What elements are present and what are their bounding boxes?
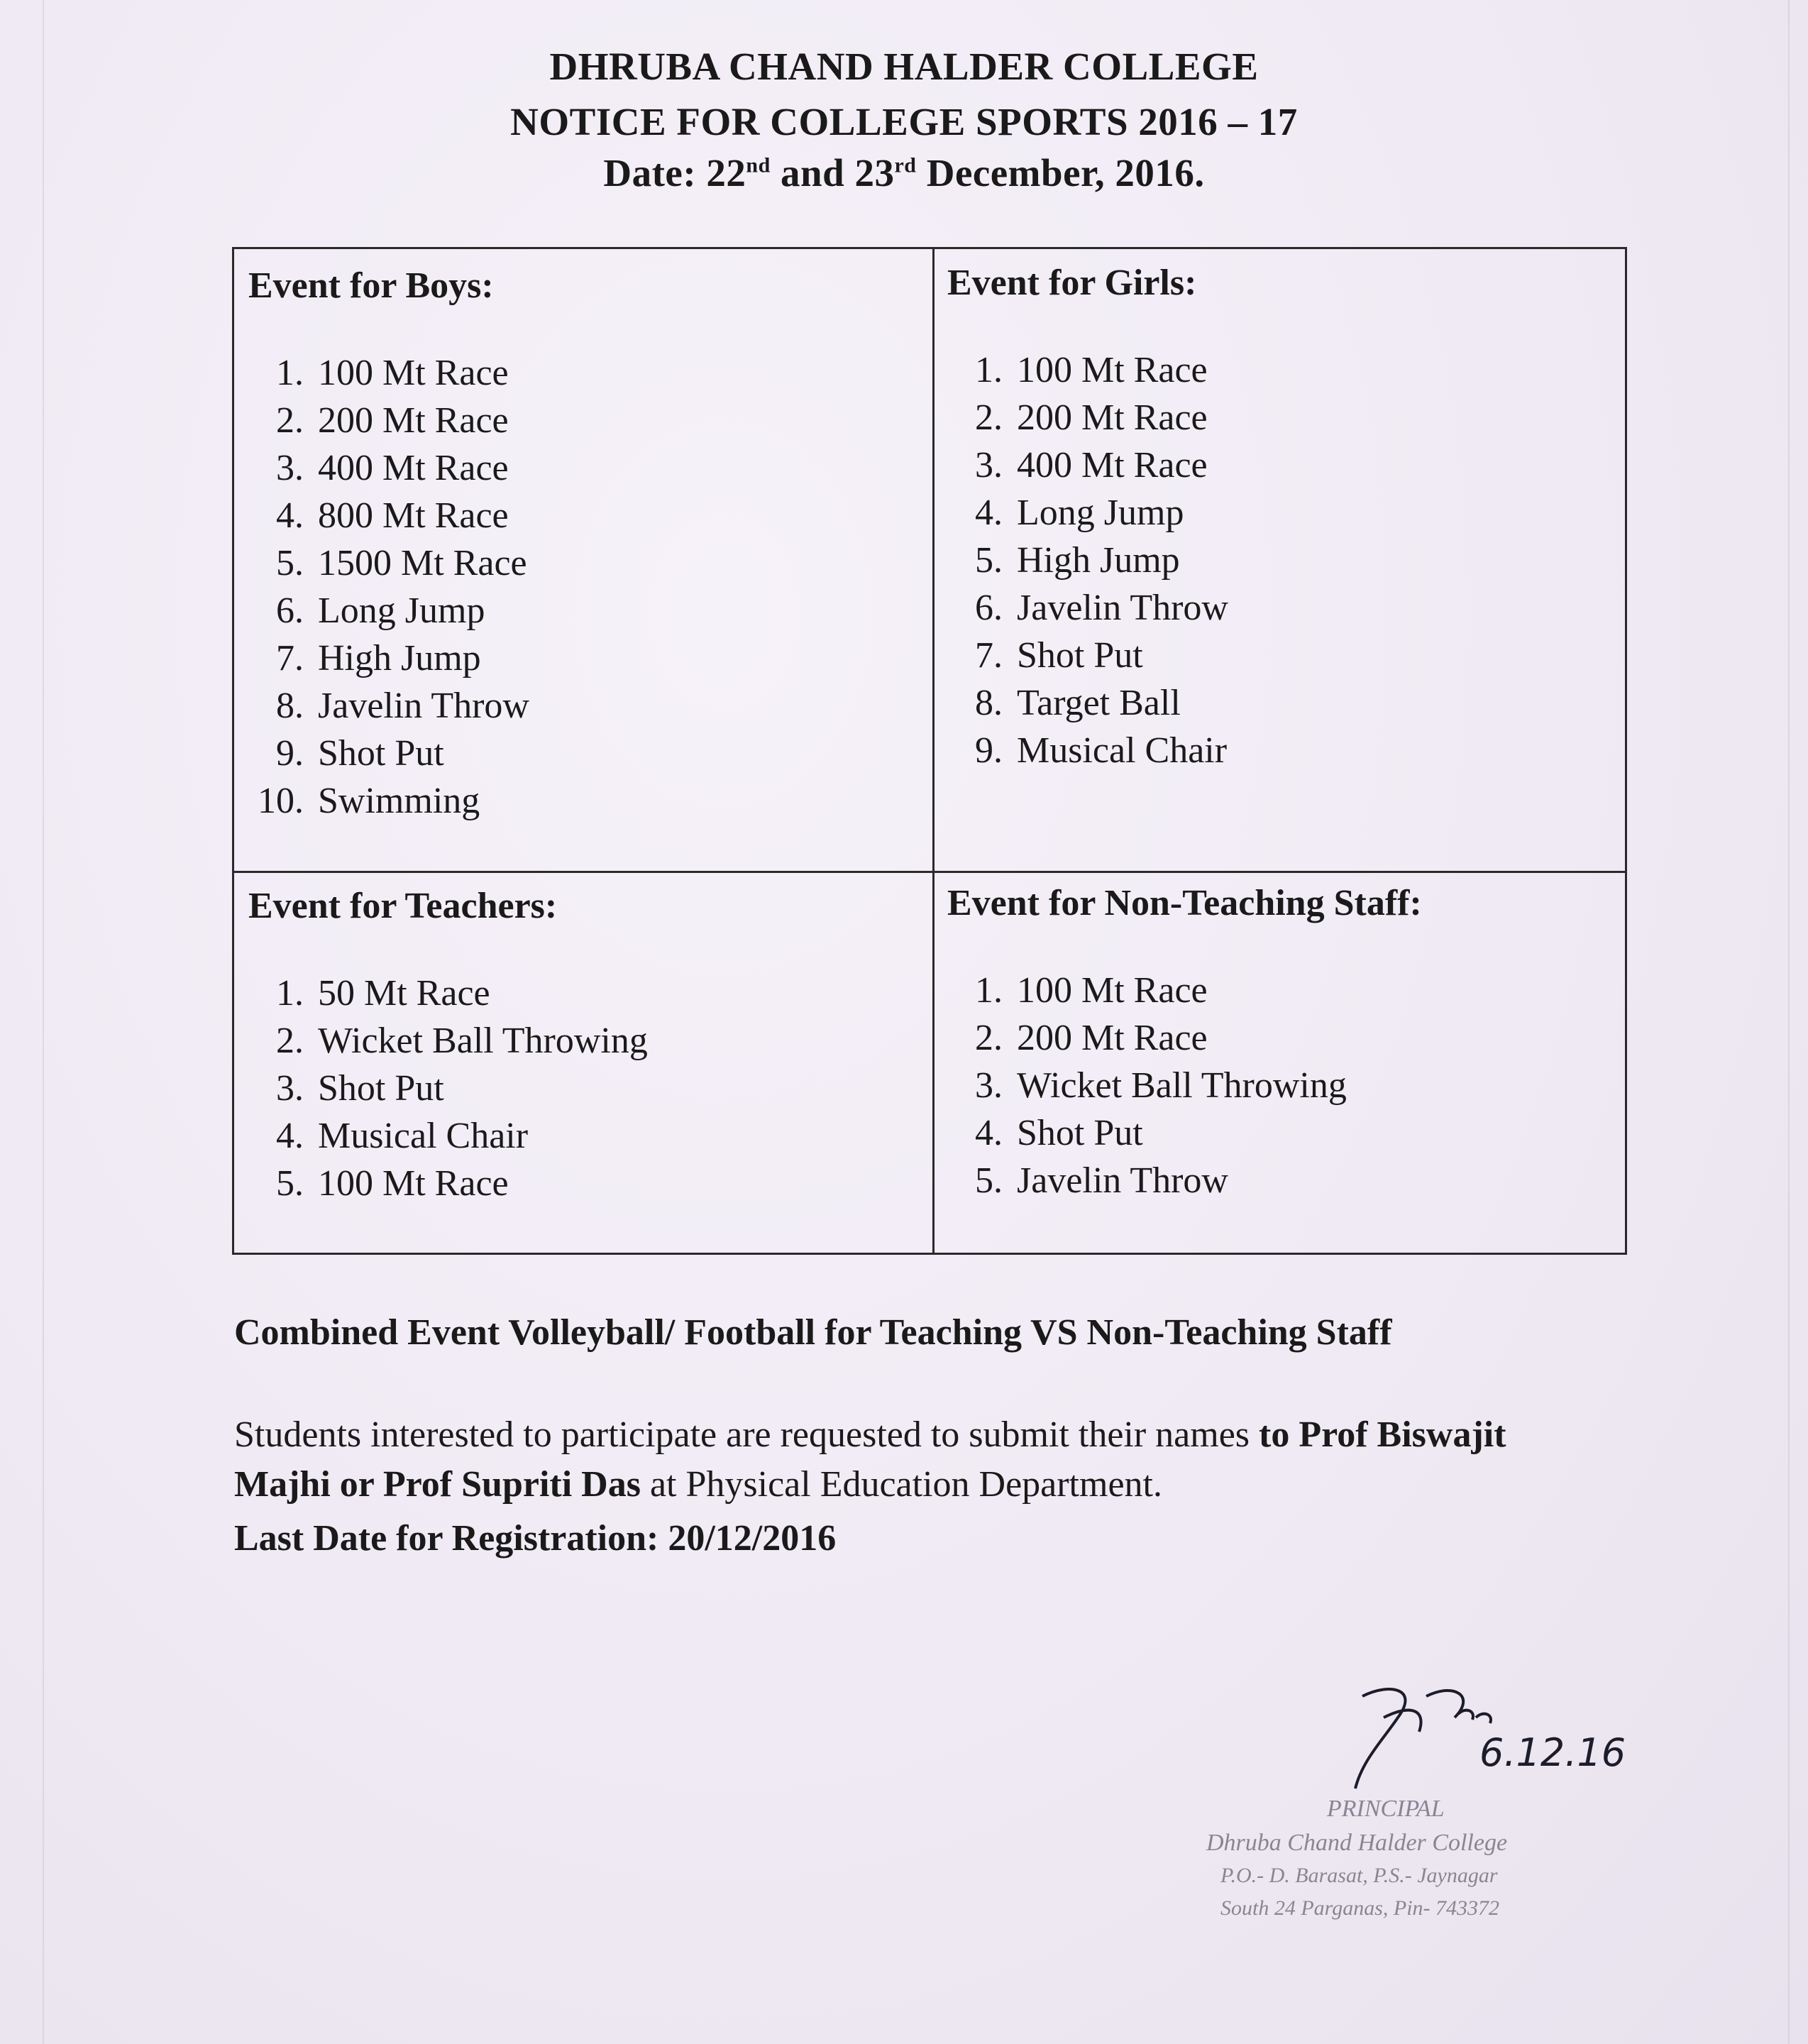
list-item-number: 10. [258,781,304,821]
list-item [248,492,529,539]
list-item-label: 100 Mt Race [318,353,509,393]
list-item-label: 100 Mt Race [1017,970,1208,1011]
table-divider-vertical [932,249,935,1253]
nonteaching-events-title: Event for Non-Teaching Staff: [947,883,1422,923]
list-item-label: 400 Mt Race [318,448,509,488]
list-item-number: 3. [276,448,304,488]
list-item [248,1112,648,1160]
list-item-number: 9. [276,733,304,774]
list-item-number: 4. [276,1116,304,1156]
list-item [248,682,529,730]
combined-event-line: Combined Event Volleyball/ Football for Teaching VS Non-Teaching Staff [234,1312,1392,1353]
list-item-number: 7. [975,635,1003,676]
page-fold-left [43,0,44,2044]
list-item-number: 1. [975,970,1003,1011]
list-item-label: High Jump [1017,540,1180,581]
list-item-number: 4. [975,493,1003,533]
list-item-number: 3. [276,1068,304,1109]
list-item-number: 5. [975,1160,1003,1201]
list-item [947,1157,1422,1204]
list-item [248,349,529,397]
college-name: DHRUBA CHAND HALDER COLLEGE [549,45,1259,88]
list-item-number: 1. [975,350,1003,390]
teachers-events-list [248,969,648,1207]
list-item [248,1160,648,1207]
list-item-label: 400 Mt Race [1017,445,1208,485]
list-item-label: 800 Mt Race [318,495,509,536]
list-item [947,727,1228,774]
list-item-number: 3. [975,445,1003,485]
list-item-number: 2. [276,400,304,441]
list-item-label: Shot Put [318,1068,444,1109]
list-item-number: 5. [276,1163,304,1204]
list-item-label: Long Jump [318,590,485,631]
list-item-number: 9. [975,730,1003,771]
list-item-label: Wicket Ball Throwing [1017,1065,1347,1106]
list-item-label: 200 Mt Race [1017,1018,1208,1058]
list-item-label: Musical Chair [318,1116,529,1156]
teachers-events-cell [248,885,648,1207]
list-item [947,632,1228,679]
instructions-line-2: Majhi or Prof Supriti Das at Physical Education Department. [234,1464,1162,1505]
list-item-number: 4. [975,1113,1003,1153]
stamp-address: P.O.- D. Barasat, P.S.- Jaynagar [1220,1864,1498,1887]
nonteaching-events-list [947,967,1422,1204]
list-item-number: 6. [276,590,304,631]
signature-date: 6.12.16 [1479,1730,1626,1775]
list-item-label: 200 Mt Race [1017,397,1208,438]
list-item [248,1017,648,1065]
list-item-number: 5. [975,540,1003,581]
list-item [248,969,648,1017]
notice-title: NOTICE FOR COLLEGE SPORTS 2016 – 17 [510,100,1298,143]
list-item [947,584,1228,632]
list-item-label: Wicket Ball Throwing [318,1021,648,1061]
girls-events-title: Event for Girls: [947,263,1197,303]
nonteaching-events-cell [947,882,1422,1204]
list-item-label: Target Ball [1017,683,1181,723]
page-fold-right [1788,0,1790,2044]
list-item [248,1065,648,1112]
list-item-label: Shot Put [1017,1113,1143,1153]
girls-events-list [947,346,1228,774]
list-item-number: 6. [975,588,1003,628]
list-item [947,1014,1422,1062]
list-item [947,441,1228,489]
list-item [947,679,1228,727]
table-divider-horizontal [234,871,1625,873]
stamp-title: PRINCIPAL [1327,1796,1445,1822]
list-item-label: Javelin Throw [1017,1160,1228,1201]
list-item-label: Javelin Throw [1017,588,1228,628]
list-item [947,537,1228,584]
list-item [248,397,529,444]
list-item-number: 3. [975,1065,1003,1106]
list-item-number: 7. [276,638,304,678]
list-item-label: High Jump [318,638,481,678]
list-item-label: Long Jump [1017,493,1184,533]
list-item-label: Javelin Throw [318,686,529,726]
list-item-label: 100 Mt Race [318,1163,509,1204]
list-item-label: 50 Mt Race [318,973,490,1013]
list-item-label: Shot Put [1017,635,1143,676]
list-item [248,444,529,492]
list-item [947,489,1228,537]
list-item [947,394,1228,441]
registration-deadline: Last Date for Registration: 20/12/2016 [234,1518,837,1559]
list-item [248,777,529,825]
list-item-number: 2. [276,1021,304,1061]
boys-events-list [248,349,529,825]
list-item [248,539,529,587]
list-item-number: 1. [276,973,304,1013]
list-item-label: Swimming [318,781,480,821]
list-item-label: Musical Chair [1017,730,1228,771]
list-item-number: 8. [276,686,304,726]
event-date: Date: 22nd and 23rd December, 2016. [603,151,1205,194]
list-item-label: 1500 Mt Race [318,543,527,583]
list-item [248,634,529,682]
boys-events-title: Event for Boys: [248,265,494,306]
list-item-label: 200 Mt Race [318,400,509,441]
boys-events-cell [248,265,529,825]
list-item-label: Shot Put [318,733,444,774]
list-item [947,1062,1422,1109]
events-table [232,247,1627,1255]
list-item-number: 8. [975,683,1003,723]
girls-events-cell [947,262,1228,774]
instructions-line-1: Students interested to participate are requested to submit their names to Prof Biswajit [234,1414,1506,1455]
stamp-college: Dhruba Chand Halder College [1206,1830,1508,1856]
list-item-label: 100 Mt Race [1017,350,1208,390]
list-item [248,730,529,777]
list-item-number: 1. [276,353,304,393]
list-item [947,967,1422,1014]
list-item [947,346,1228,394]
teachers-events-title: Event for Teachers: [248,886,558,926]
list-item-number: 2. [975,397,1003,438]
list-item-number: 4. [276,495,304,536]
list-item [248,587,529,634]
list-item-number: 2. [975,1018,1003,1058]
list-item [947,1109,1422,1157]
list-item-number: 5. [276,543,304,583]
stamp-district: South 24 Parganas, Pin- 743372 [1220,1896,1500,1920]
